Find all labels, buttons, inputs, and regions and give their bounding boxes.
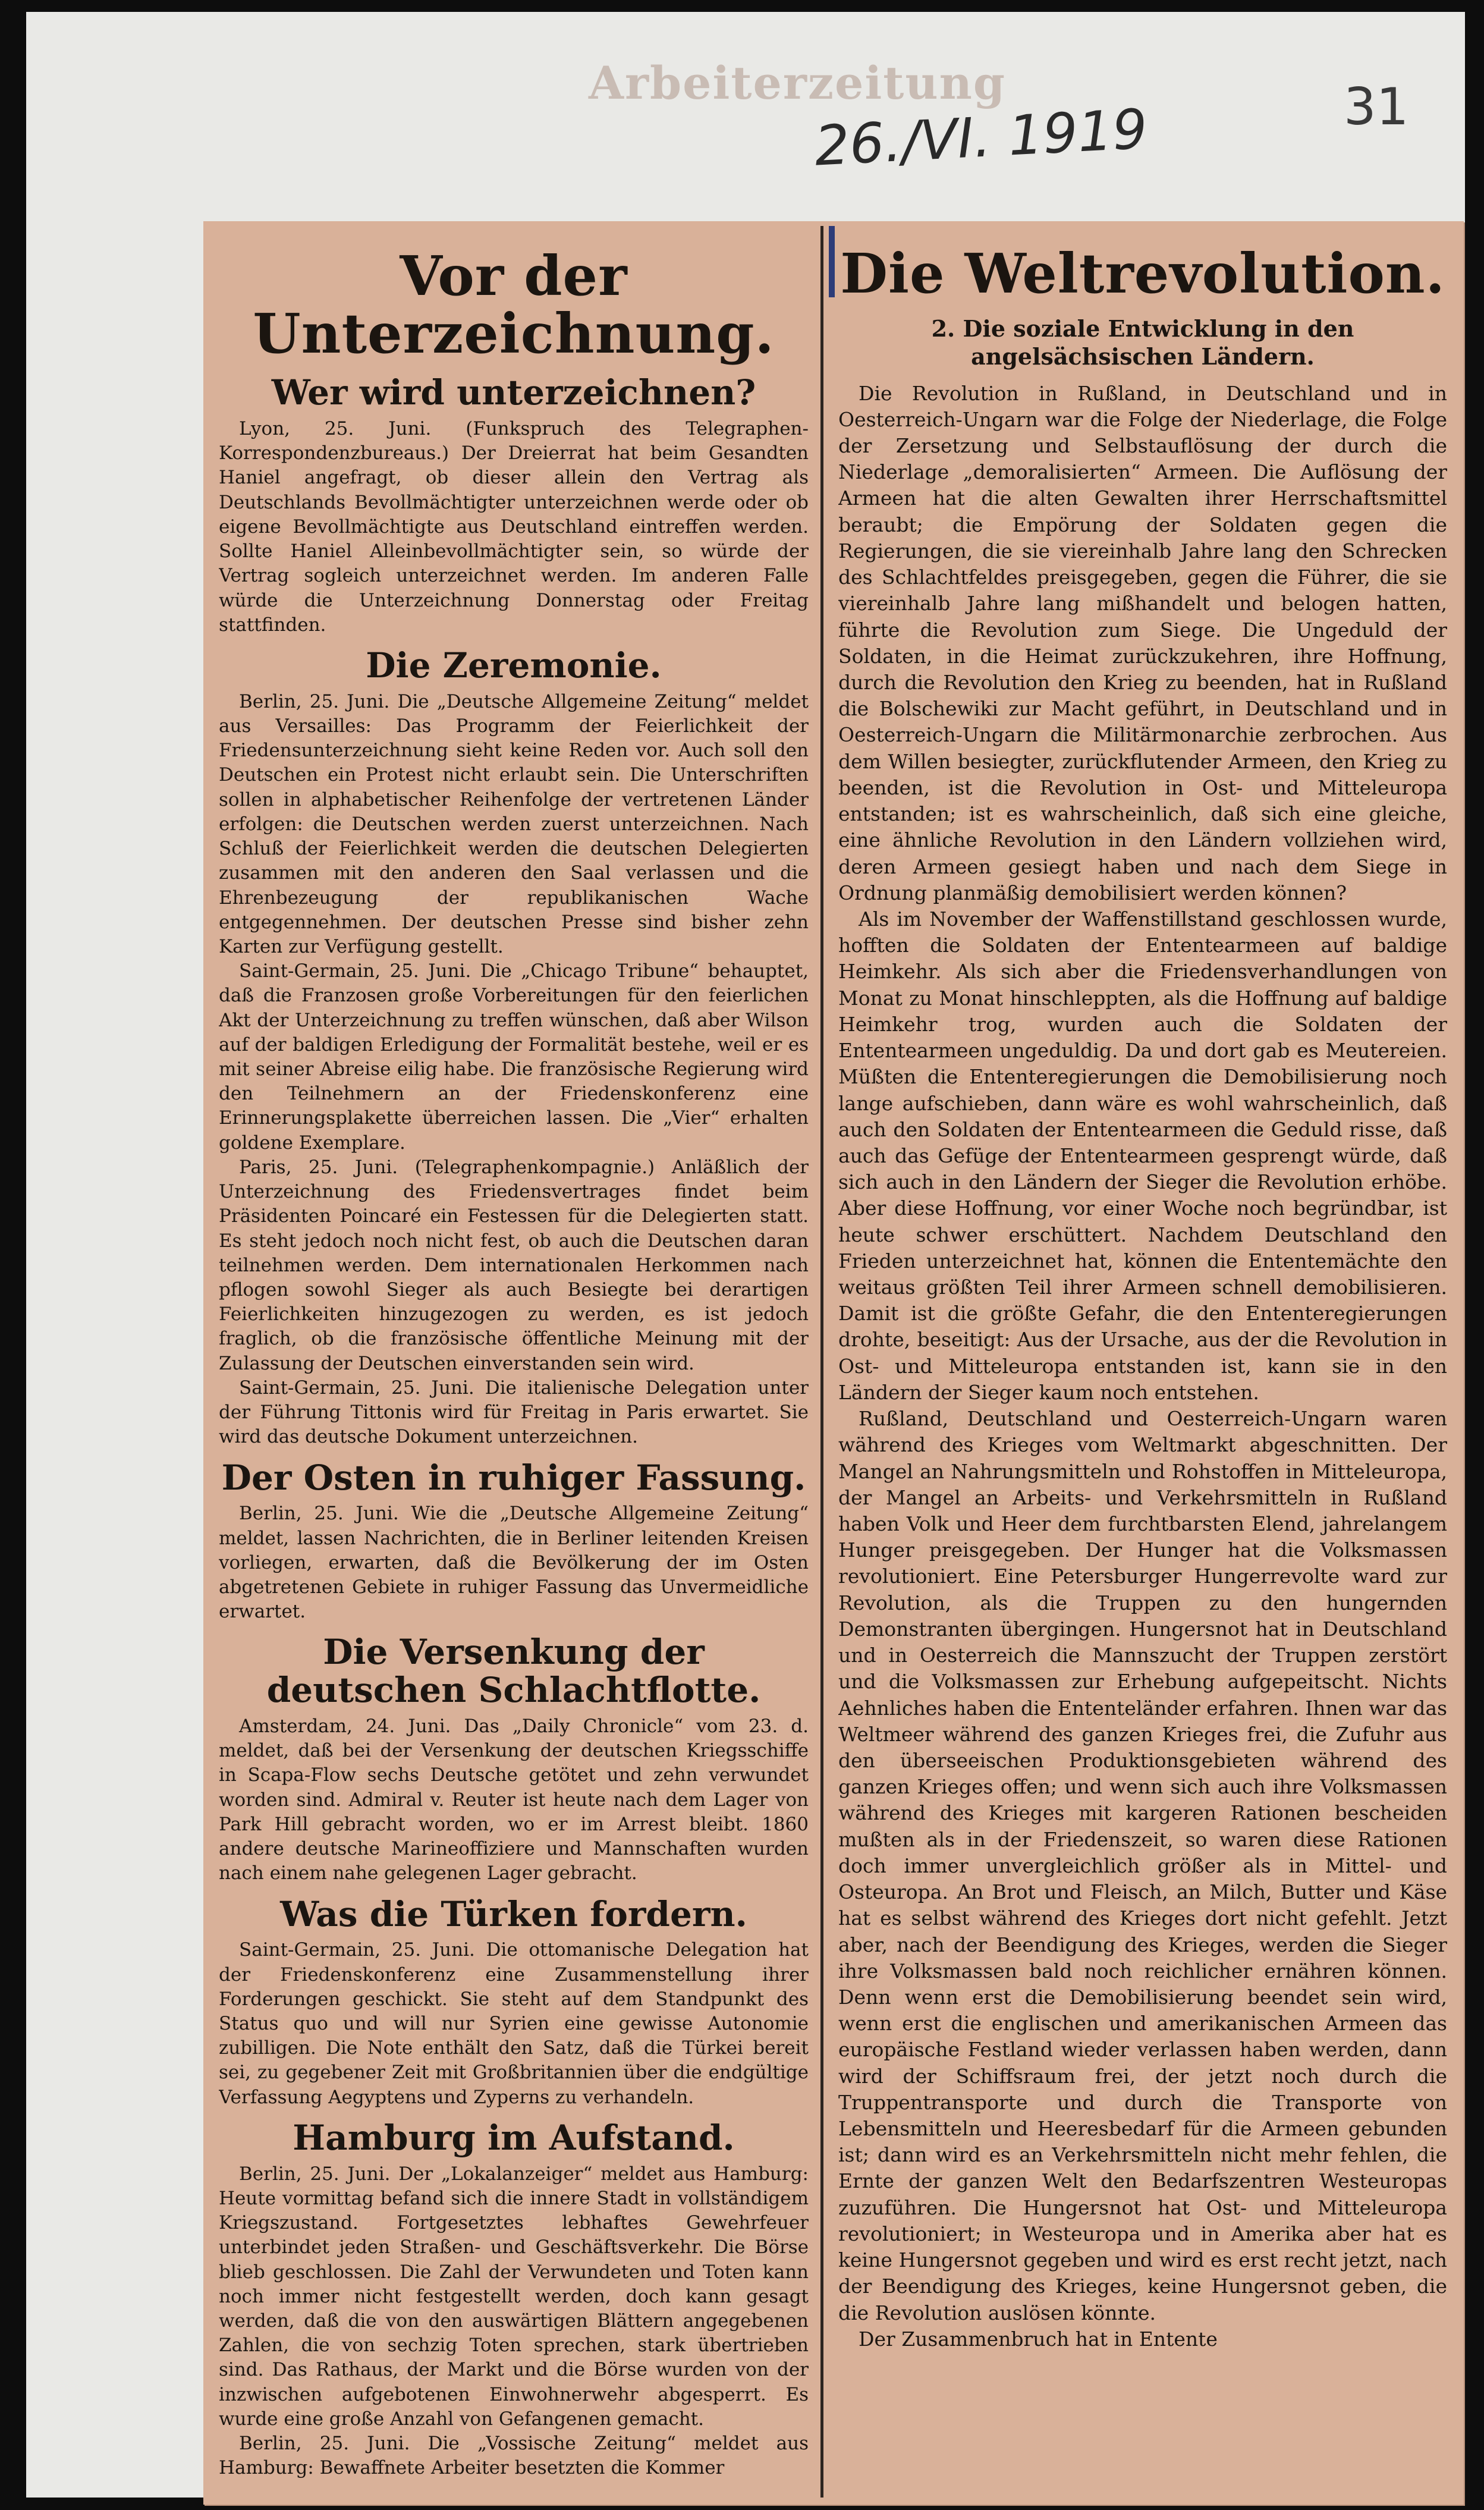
section-paragraph: Saint-Germain, 25. Juni. Die italienische Delegation unter der Führung Tittonis wird für Freitag in Paris erwartet. Sie wird das deutsche Dokument unterzeichnen. xyxy=(219,1377,809,1448)
section-paragraph: Lyon, 25. Juni. (Funkspruch des Telegraphen-Korrespondenzbureaus.) Der Dreierrat hat beim Gesandten Haniel angefragt, ob dieser allein den Vertrag als Deutschlands Bevollmächtigter unterzeichnen werde oder ob eigene Bevollmächtigte aus Deutschland eintreffen werden. Sollte Haniel Alleinbevollmächtigter sein, so würde der Vertrag sogleich unterzeichnet werden. Im anderen Falle würde die Unterzeichnung Donnerstag oder Freitag stattfinden. xyxy=(219,417,809,636)
left-section xyxy=(219,647,809,1450)
section-paragraph: Saint-Germain, 25. Juni. Die ottomanische Delegation hat der Friedenskonferenz eine Zusammenstellung ihrer Forderungen geschickt. Sie steht auf dem Standpunkt des Status quo und will nur Syrien eine gewisse Autonomie zubilligen. Die Note enthält den Satz, daß die Türkei bereit sei, zu gegebener Zeit mit Großbritannien über die endgültige Verfassung Aegyptens und Zyperns zu verhandeln. xyxy=(219,1939,809,2108)
left-section xyxy=(219,1633,809,1886)
right-paragraphs xyxy=(838,381,1447,2352)
handwritten-date: 26./VI. 1919 xyxy=(813,97,1149,178)
section-paragraph: Amsterdam, 24. Juni. Das „Daily Chronicle“ vom 23. d. meldet, daß bei der Versenkung der deutschen Kriegsschiffe in Scapa-Flow sechs Deutsche getötet und zehn verwundet worden sind. Admiral v. Reuter ist heute nach dem Lager von Park Hill gebracht worden, wo er im Arrest bleibt. 1860 andere deutsche Marineoffiziere und Mannschaften wurden nach einem nahe gelegenen Lager gebracht. xyxy=(219,1716,809,1884)
left-section xyxy=(219,1893,809,2110)
blue-pencil-mark xyxy=(829,226,835,297)
left-column xyxy=(219,221,809,2505)
article-paragraph: Der Zusammenbruch hat in Entente xyxy=(859,2327,1218,2351)
right-clipping xyxy=(822,221,1464,2505)
left-section xyxy=(219,1459,809,1625)
left-section xyxy=(219,2119,809,2481)
section-heading: Hamburg im Aufstand. xyxy=(293,2117,735,2158)
column-divider xyxy=(820,226,823,2498)
article-paragraph: Die Revolution in Rußland, in Deutschland und in Oesterreich-Ungarn war die Folge der Niederlage, die Folge der Zersetzung und Selbstauflösung der durch die Niederlage „demoralisierten“ Armeen. Die Auflösung der Armeen hat die alten Gewalten ihrer Herrschaftsmittel beraubt; die Empörung der Soldaten gegen die Regierungen, die sie viereinhalb Jahre lang den Schrecken des Schlachtfeldes preisgegeben, gegen die Führer, die sie viereinhalb Jahre lang mißhandelt und belogen hatten, führte die Revolution zum Siege. Die Ungeduld der Soldaten, in die Heimat zurückzukehren, ihre Hoffnung, durch die Revolution den Krieg zu beenden, hat in Rußland die Bolschewiki zur Macht geführt, in Deutschland und in Oesterreich-Ungarn die Militärmonarchie zerbrochen. Aus dem Willen besiegter, zurückflutender Armeen, den Krieg zu beenden, ist die Revolution in Ost- und Mitteleuropa entstanden; ist es wahrscheinlich, daß sich eine gleiche, eine ähnliche Revolution in den Ländern vollziehen wird, deren Armeen gesiegt haben und nach dem Siege in Ordnung planmäßig demobilisiert werden können? xyxy=(838,381,1447,904)
page-number: 31 xyxy=(1344,77,1409,137)
section-paragraph: Saint-Germain, 25. Juni. Die „Chicago Tribune“ behauptet, daß die Franzosen große Vorbereitungen für den feierlichen Akt der Unterzeichnung zu treffen wünschen, daß aber Wilson auf der baldigen Erledigung der Formalität bestehe, weil er es mit seiner Abreise eilig habe. Die französische Regierung wird den Teilnehmern an der Friedenskonferenz eine Erinnerungsplakette überreichen lassen. Die „Vier“ erhalten goldene Exemplare. xyxy=(219,960,809,1154)
right-column xyxy=(838,221,1447,2505)
right-title: Die Weltrevolution. xyxy=(840,241,1445,306)
left-clipping xyxy=(203,221,822,2505)
section-paragraph: Paris, 25. Juni. (Telegraphenkompagnie.) Anläßlich der Unterzeichnung des Friedensvertrages findet beim Präsidenten Poincaré ein Festessen für die Delegierten statt. Es steht jedoch noch nicht fest, ob auch die Deutschen daran teilnehmen werden. Dem internationalen Herkommen nach pflogen sowohl Sieger als auch Besiegte bei derartigen Feierlichkeiten hinzugezogen zu werden, es ist jedoch fraglich, ob die französische öffentliche Meinung mit der Zulassung der Deutschen einverstanden sein wird. xyxy=(219,1156,809,1374)
newspaper-stamp: Arbeiterzeitung xyxy=(589,56,1007,109)
left-sections xyxy=(219,374,809,2480)
section-heading: Der Osten in ruhiger Fassung. xyxy=(221,1457,806,1498)
article-paragraph: Rußland, Deutschland und Oesterreich-Ungarn waren während des Krieges vom Weltmarkt abgeschnitten. Der Mangel an Nahrungsmitteln und Rohstoffen in Mitteleuropa, der Mangel an Arbeits- und Verkehrsmitteln in Rußland haben Volk und Heer dem furchtbarsten Elend, jahrelangem Hunger preisgegeben. Der Hunger hat die Volksmassen revolutioniert. Eine Petersburger Hungerrevolte ward zur Revolution, als die Truppen zu den hungernden Demonstranten übergingen. Hungersnot hat in Deutschland und in Oesterreich die Mannszucht der Truppen zerstört und die Volksmassen zur Erhebung aufgepeitscht. Nichts Aehnliches haben die Ententeländer erfahren. Ihnen war das Weltmeer während des ganzen Krieges frei, die Zufuhr aus den überseeischen Produktionsgebieten während des ganzen Krieges offen; und wenn sich auch ihre Volksmassen während des Krieges mit kargeren Rationen bescheiden mußten als in der Friedenszeit, so waren diese Rationen doch immer unvergleichlich größer als in Mittel- und Osteuropa. An Brot und Fleisch, an Milch, Butter und Käse hat es selbst während des Krieges dort nicht gefehlt. Jetzt aber, nach der Beendigung des Krieges, werden die Sieger ihre Volksmassen bald noch reichlicher ernähren können. Denn wenn erst die Demobilisierung beendet sein wird, wenn erst die englischen und amerikanischen Armeen das europäische Festland wieder verlassen haben werden, dann wird der Schiffsraum frei, der jetzt noch durch die Truppentransporte und durch die Transporte von Lebensmitteln und Heeresbedarf für die Armeen gebunden ist; dann wird es an Verkehrsmitteln nicht mehr fehlen, die Ernte der ganzen Welt den Bedarfszentren Westeuropas zuzuführen. Die Hungersnot hat Ost- und Mitteleuropa revolutioniert; in Westeuropa und in Amerika aber hat es keine Hungersnot gegeben und wird es erst recht jetzt, nach der Beendigung des Krieges, keine Hungersnot geben, die die Revolution auslösen könnte. xyxy=(838,1407,1447,2324)
section-heading: Wer wird unterzeichnen? xyxy=(271,372,756,413)
section-paragraph: Berlin, 25. Juni. Die „Deutsche Allgemeine Zeitung“ meldet aus Versailles: Das Programm der Feierlichkeit der Friedensunterzeichnung sieht keine Reden vor. Auch soll den Deutschen ein Protest nicht erlaubt sein. Die Unterschriften sollen in alphabetischer Reihenfolge der vertretenen Länder erfolgen: die Deutschen werden zuerst unterzeichnen. Nach Schluß der Feierlichkeit werden die deutschen Delegierten zusammen mit den anderen den Saal verlassen und die Ehrenbezeugung der republikanischen Wache entgegennehmen. Der deutschen Presse sind bisher zehn Karten zur Verfügung gestellt. xyxy=(219,690,809,957)
article-paragraph: Als im November der Waffenstillstand geschlossen wurde, hofften die Soldaten der Ententearmeen auf baldige Heimkehr. Als sich aber die Friedensverhandlungen von Monat zu Monat hinschleppten, als die Hoffnung auf baldige Heimkehr trog, wurden auch die Soldaten der Ententearmeen ungeduldig. Da und dort gab es Meutereien. Müßten die Ententeregierungen die Demobilisierung noch lange aufschieben, dann wäre es wohl wahrscheinlich, daß auch den Soldaten der Ententearmeen die Geduld risse, daß auch das Gefüge der Ententearmeen gesprengt würde, daß sich auch in den Ländern der Sieger die Revolution erhöbe. Aber diese Hoffnung, vor einer Woche noch begründbar, ist heute schwer erschüttert. Nachdem Deutschland den Frieden unterzeichnet hat, können die Ententemächte den weitaus größten Teil ihrer Armeen schnell demobilisieren. Damit ist die größte Gefahr, die den Ententeregierungen drohte, beseitigt: Aus der Ursache, aus der die Revolution in Ost- und Mitteleuropa entstanden ist, kann sie in den Ländern der Sieger kaum noch entstehen. xyxy=(838,907,1447,1404)
left-section xyxy=(219,374,809,637)
section-paragraph: Berlin, 25. Juni. Die „Vossische Zeitung“ meldet aus Hamburg: Bewaffnete Arbeiter besetzten die Kommer xyxy=(219,2433,809,2479)
section-heading: Was die Türken fordern. xyxy=(280,1893,747,1934)
left-title: Vor der Unterzeichnung. xyxy=(253,244,775,366)
right-subtitle: 2. Die soziale Entwicklung in den angelsächsischen Ländern. xyxy=(931,315,1354,370)
section-heading: Die Versenkung der deutschen Schlachtflotte. xyxy=(266,1632,761,1711)
section-paragraph: Berlin, 25. Juni. Der „Lokalanzeiger“ meldet aus Hamburg: Heute vormittag befand sich die innere Stadt in vollständigem Kriegszustand. Fortgesetztes lebhaftes Gewehrfeuer unterbindet jeden Straßen- und Geschäftsverkehr. Die Börse blieb geschlossen. Die Zahl der Verwundeten und Toten kann noch immer nicht festgestellt werden, doch kann gesagt werden, daß die von den auswärtigen Blättern angegebenen Zahlen, die von sechzig Toten sprechen, stark übertrieben sind. Das Rathaus, der Markt und die Börse wurden von der inzwischen aufgebotenen Einwohnerwehr abgesperrt. Es wurde eine große Anzahl von Gefangenen gemacht. xyxy=(219,2163,809,2430)
section-paragraph: Berlin, 25. Juni. Wie die „Deutsche Allgemeine Zeitung“ meldet, lassen Nachrichten, die in Berliner leitenden Kreisen vorliegen, erwarten, daß die Bevölkerung der im Osten abgetretenen Gebiete in ruhiger Fassung das Unvermeidliche erwartet. xyxy=(219,1503,809,1623)
section-heading: Die Zeremonie. xyxy=(366,645,662,686)
